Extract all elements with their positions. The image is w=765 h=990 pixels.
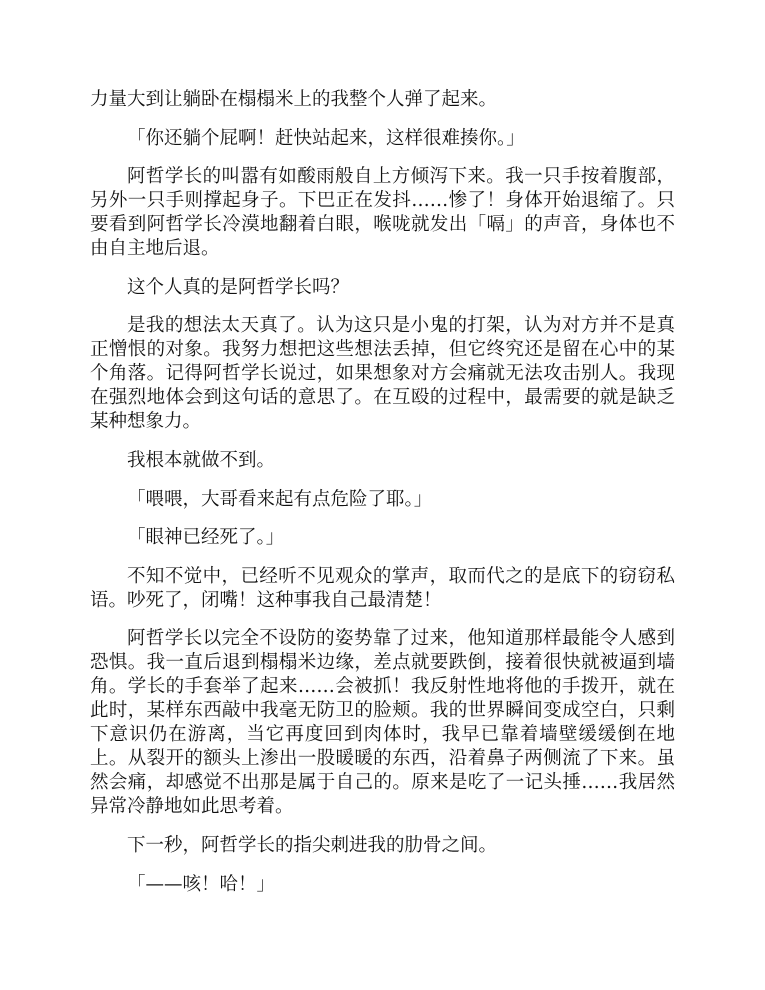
text-line: 恐惧。我一直后退到榻榻米边缘，差点就要跌倒，接着很快就被逼到墙 (90, 652, 675, 674)
text-line: 由自主地后退。 (90, 238, 220, 260)
text-line: 语。吵死了，闭嘴！这种事我自己最清楚！ (90, 589, 442, 611)
text-line: 另外一只手则撑起身子。下巴正在发抖……惨了！身体开始退缩了。只 (90, 190, 675, 212)
text-line: 「喂喂，大哥看来起有点危险了耶。」 (127, 488, 433, 510)
paragraph (90, 276, 675, 300)
text-line: 不知不觉中，已经听不见观众的掌声，取而代之的是底下的窃窃私 (127, 565, 675, 587)
paragraph (90, 488, 675, 512)
paragraph (90, 449, 675, 473)
text-line: 「眼神已经死了。」 (127, 527, 285, 549)
paragraph (90, 526, 675, 550)
text-line: 角。学长的手套举了起来……会被抓！我反射性地将他的手拨开，就在 (90, 676, 675, 698)
text-line: 异常冷静地如此思考着。 (90, 796, 294, 818)
paragraph (90, 565, 675, 613)
text-line: 然会痛，却感觉不出那是属于自己的。原来是吃了一记头捶……我居然 (90, 772, 675, 794)
paragraph (90, 127, 675, 151)
text-line: 阿哲学长的叫嚣有如酸雨般自上方倾泻下来。我一只手按着腹部， (127, 166, 675, 188)
text-line: 阿哲学长以完全不设防的姿势靠了过来，他知道那样最能令人感到 (127, 628, 675, 650)
paragraph (90, 314, 675, 434)
continued-paragraph (90, 88, 675, 112)
text-line: 正憎恨的对象。我努力想把这些想法丢掉，但它终究还是留在心中的某 (90, 339, 675, 361)
text-line: 我根本就做不到。 (127, 449, 276, 471)
text-line: 要看到阿哲学长冷漠地翻着白眼，喉咙就发出「嗝」的声音，身体也不 (90, 214, 675, 236)
paragraph (90, 873, 675, 897)
text-line: 个角落。记得阿哲学长说过，如果想象对方会痛就无法攻击别人。我现 (90, 363, 675, 385)
text-line: 这个人真的是阿哲学长吗？ (127, 276, 350, 298)
text-line: 「——咳！哈！」 (127, 873, 276, 895)
paragraph (90, 834, 675, 858)
paragraph (90, 627, 675, 819)
text-line: 某种想象力。 (90, 411, 202, 433)
text-line: 是我的想法太天真了。认为这只是小鬼的打架，认为对方并不是真 (127, 315, 675, 337)
document-page (90, 88, 675, 911)
text-line: 「你还躺个屁啊！赶快站起来，这样很难揍你。」 (127, 127, 525, 149)
paragraph (90, 165, 675, 261)
text-line: 上。从裂开的额头上渗出一股暖暖的东西，沿着鼻子两侧流了下来。虽 (90, 748, 675, 770)
text-line: 此时，某样东西敲中我毫无防卫的脸颊。我的世界瞬间变成空白，只剩 (90, 700, 675, 722)
paragraph-list (90, 127, 675, 897)
text-line: 在强烈地体会到这句话的意思了。在互殴的过程中，最需要的就是缺乏 (90, 387, 675, 409)
text-line: 下意识仍在游离，当它再度回到肉体时，我早已靠着墙壁缓缓倒在地 (90, 724, 675, 746)
text-line: 下一秒，阿哲学长的指尖刺进我的肋骨之间。 (127, 834, 498, 856)
text-line: 力量大到让躺卧在榻榻米上的我整个人弹了起来。 (90, 89, 498, 110)
